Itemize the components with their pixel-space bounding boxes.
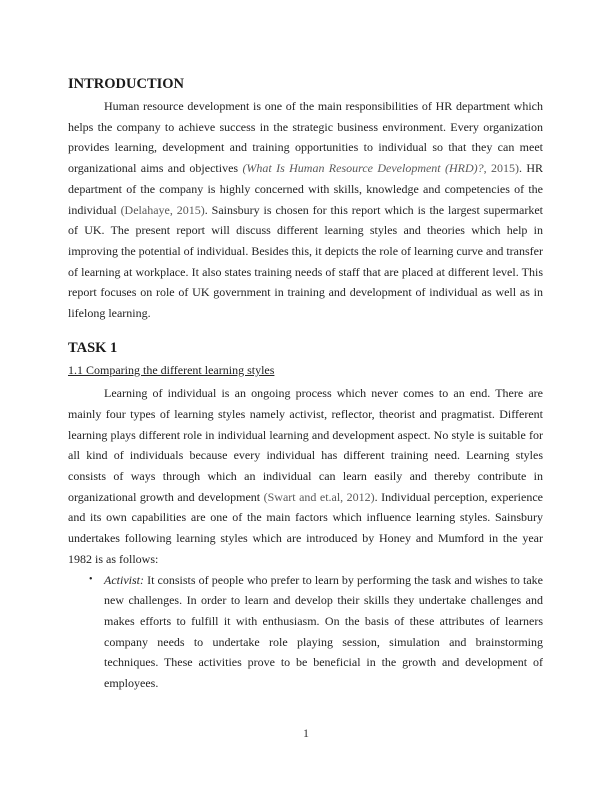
citation-hrd-title: (What Is Human Resource Development (HRD)? xyxy=(242,161,484,176)
bullet-marker: • xyxy=(89,573,93,585)
citation-delahaye: (Delahaye, 2015) xyxy=(120,202,205,217)
text-run: . HR department of the company is highly concerned with skills, knowledge and competencies of the individual xyxy=(68,161,543,217)
text-run: Human resource development is one of the main responsibilities of HR department which helps the company to achieve success in the strategic business environment. Every organization provides learning, development and training opportunities to individual so that they can meet organizational aims and objectives xyxy=(68,99,543,176)
bullet-term: Activist: xyxy=(104,572,144,587)
citation-hrd-year: , 2015) xyxy=(483,161,519,176)
bullet-text: It consists of people who prefer to learn by performing the task and wishes to take new challenges. In order to learn and develop their skills they undertake challenges and makes efforts to fulfill it with enthusiasm. On the basis of these attributes of learners company needs to undertake role playing session, simulation and brainstorming techniques. These activities prove to be beneficial in the growth and development of employees. xyxy=(104,572,543,691)
page-number: 1 xyxy=(303,726,309,740)
text-run: Learning of individual is an ongoing process which never comes to an end. There are mainly four types of learning styles namely activist, reflector, theorist and pragmatist. Different learning plays different role in individual learning and development aspect. No style is suitable for all kind of individuals because every individual has different training need. Learning styles consists of ways through which an individual can learn easily and thereby contribute in organizational growth and development xyxy=(68,386,543,504)
citation-swart: (Swart and et.al, 2012) xyxy=(263,489,375,504)
section-heading-task1: TASK 1 xyxy=(68,339,118,356)
intro-paragraph xyxy=(68,96,543,324)
task1-paragraph xyxy=(68,383,543,569)
section-heading-introduction: INTRODUCTION xyxy=(68,76,185,92)
subsection-heading-1-1: 1.1 Comparing the different learning styles xyxy=(68,362,275,377)
text-run: . Sainsbury is chosen for this report which is the largest supermarket of UK. The present report will discuss different learning styles and theories which help in improving the potential of individual. Besides this, it depicts the role of learning curve and transfer of learning at workplace. It also states training needs of staff that are placed at different level. This report focuses on role of UK government in training and development of individual as well as in lifelong learning. xyxy=(68,202,543,321)
text-run: . Individual perception, experience and its own capabilities are one of the main factors which influence learning styles. Sainsbury undertakes following learning styles which are introduced by Honey and Mumford in the year 1982 is as follows: xyxy=(68,489,543,566)
list-item-activist xyxy=(89,570,543,694)
